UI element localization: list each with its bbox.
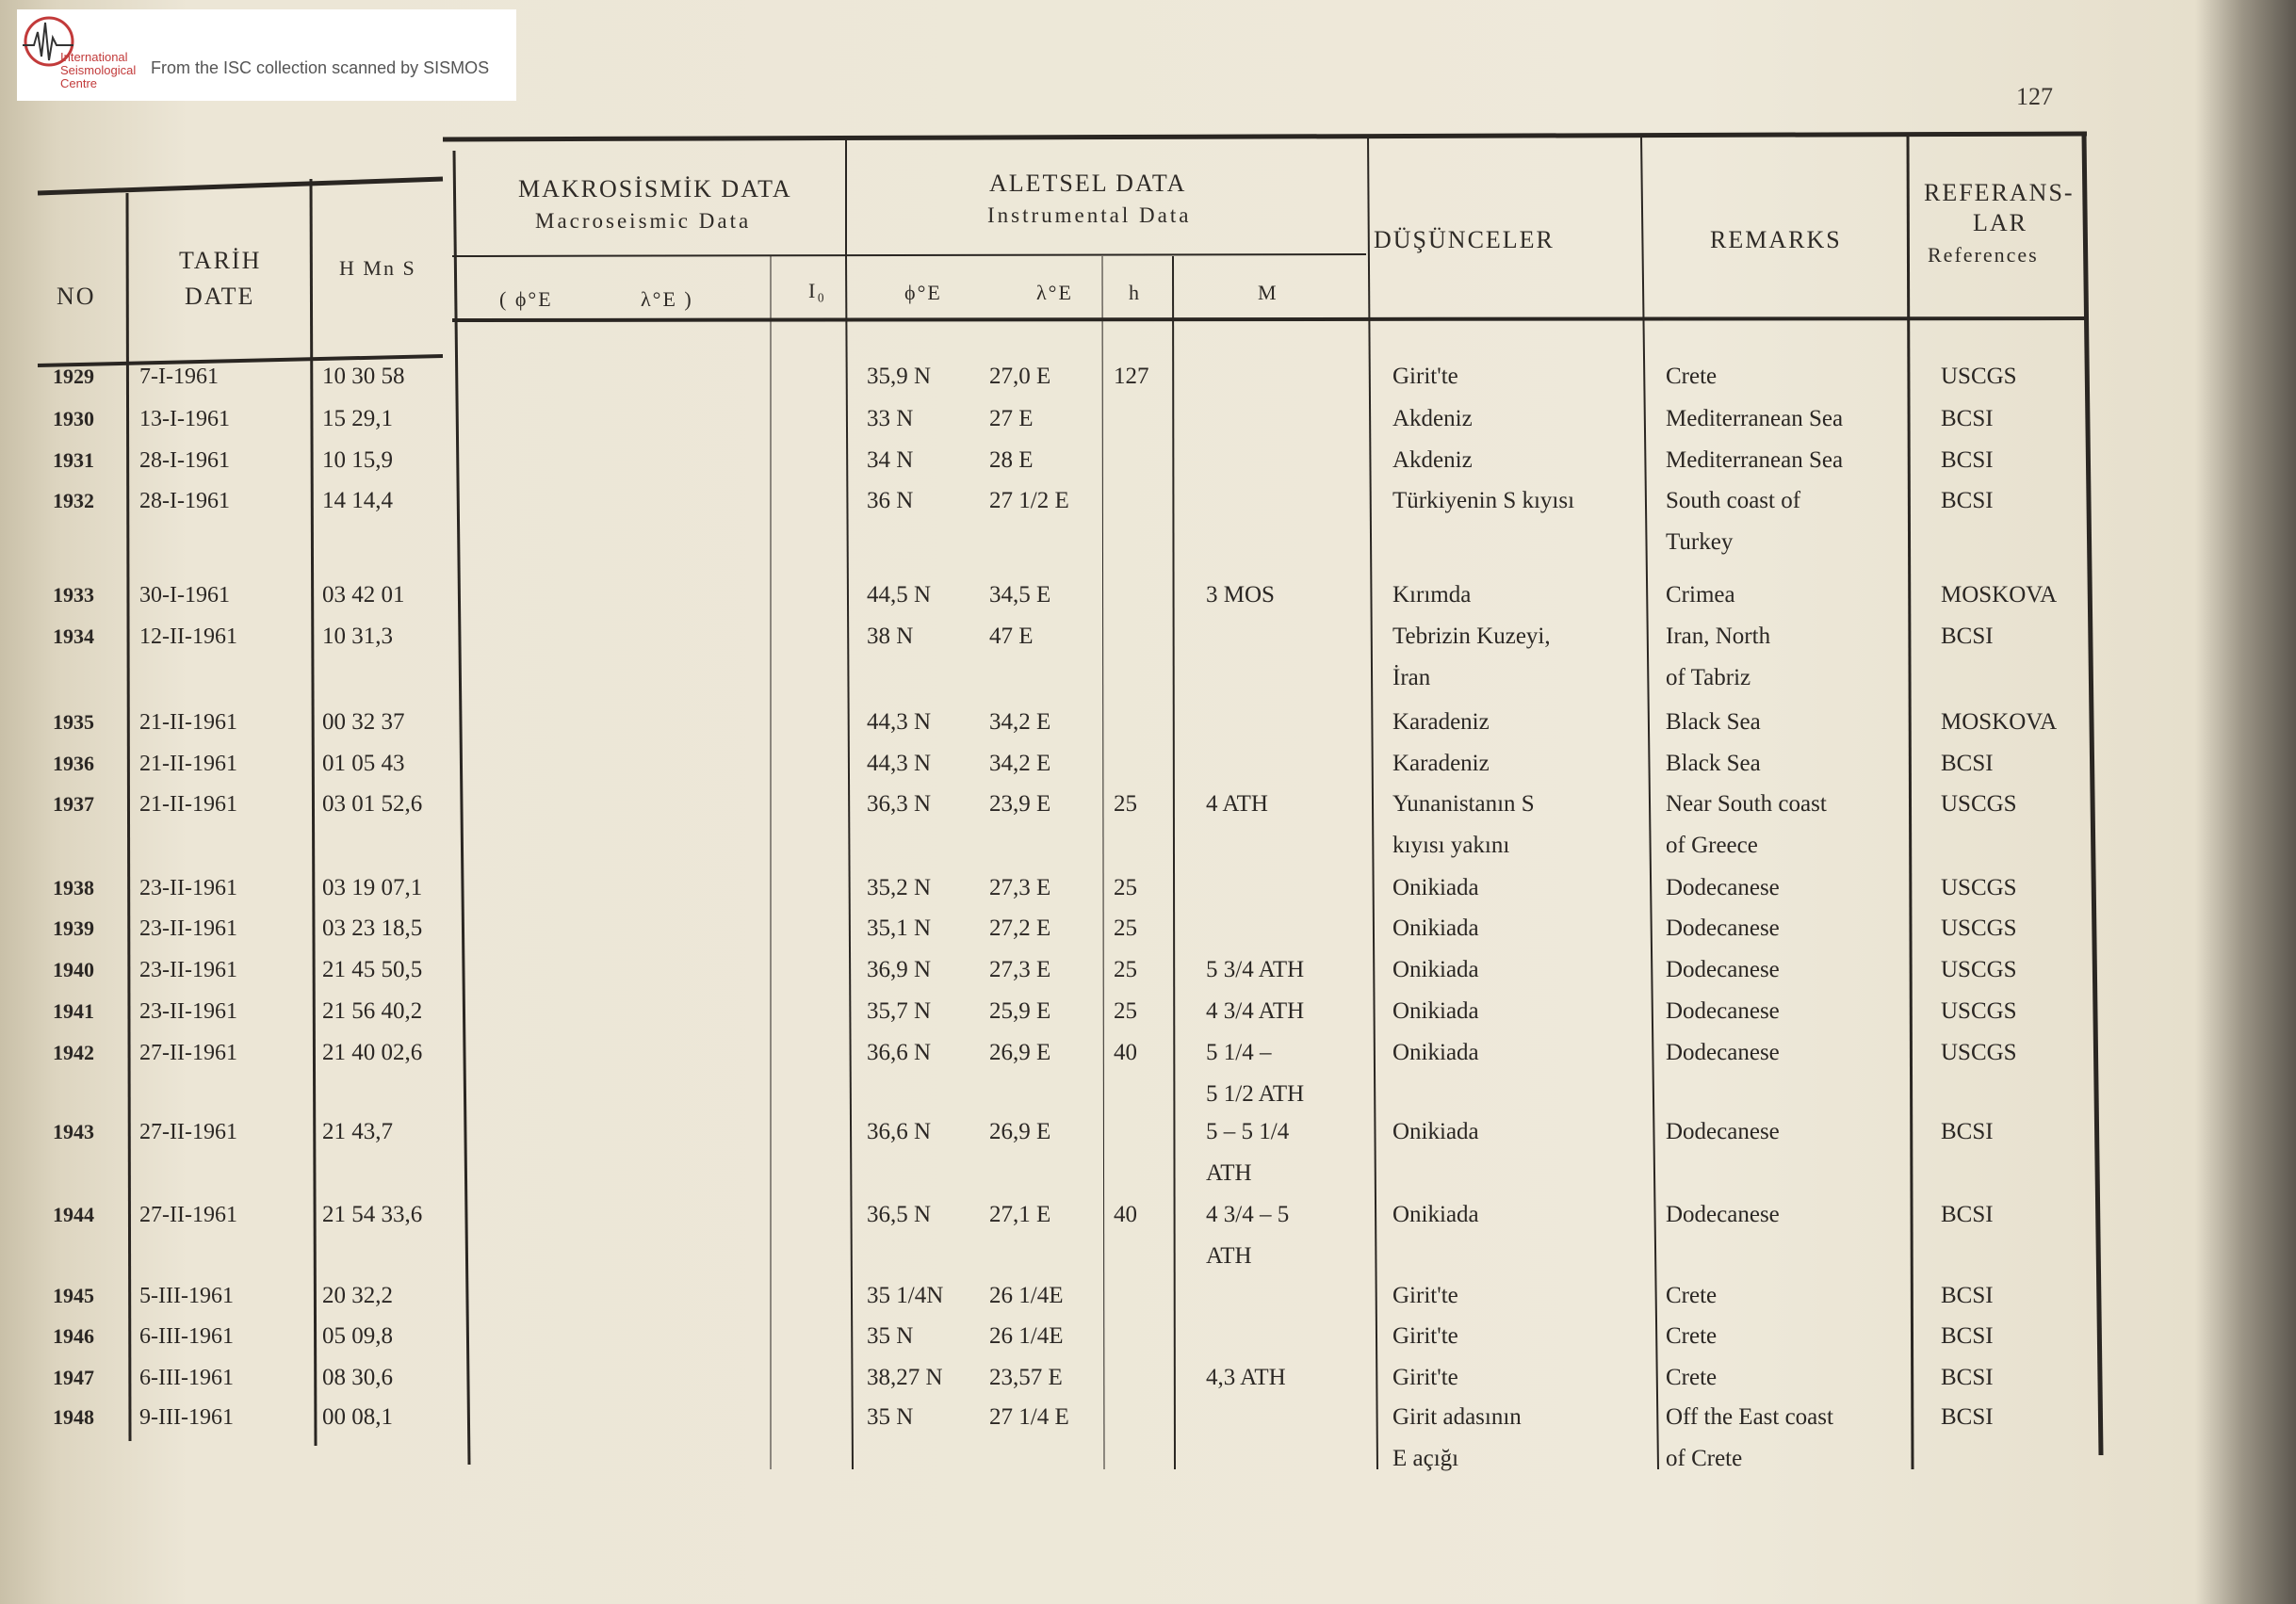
- cell-no: 1936: [53, 752, 94, 775]
- cell-date: 28-I-1961: [139, 489, 230, 513]
- cell-lat: 38 N: [867, 624, 914, 649]
- cell-date: 27-II-1961: [139, 1041, 237, 1065]
- cell-no: 1930: [53, 407, 94, 430]
- cell-lon: 27 1/4 E: [989, 1404, 1069, 1430]
- cell-date: 23-II-1961: [139, 916, 237, 941]
- cell-no: 1931: [53, 448, 94, 472]
- cell-no: 1940: [53, 958, 94, 981]
- cell-lat: 35 1/4N: [867, 1283, 944, 1308]
- cell-date: 21-II-1961: [139, 710, 237, 735]
- header-date: DATE: [185, 283, 255, 310]
- cell-lon: 34,2 E: [989, 709, 1051, 735]
- col-date: [311, 179, 316, 1446]
- cell-lon: 25,9 E: [989, 998, 1051, 1024]
- cell-h: 25: [1114, 875, 1137, 900]
- cell-no: 1946: [53, 1324, 94, 1348]
- cell-dus: Onikiada: [1392, 998, 1479, 1024]
- cell-lon: 23,9 E: [989, 791, 1051, 817]
- header-hms: H Mn S: [339, 256, 416, 280]
- cell-lon: 34,5 E: [989, 582, 1051, 608]
- cell-lon: 27,0 E: [989, 364, 1051, 389]
- header-macro-title: MAKROSİSMİK DATA: [518, 175, 792, 203]
- header-m: M: [1258, 281, 1278, 304]
- cell-m-line-2: ATH: [1206, 1160, 1252, 1186]
- cell-no: 1932: [53, 489, 94, 512]
- cell-lon: 27,1 E: [989, 1202, 1051, 1227]
- cell-lat: 36,3 N: [867, 791, 932, 817]
- cell-rem: Dodecanese: [1666, 1119, 1780, 1144]
- cell-h: 40: [1114, 1202, 1137, 1227]
- cell-time: 15 29,1: [322, 406, 393, 431]
- col-no: [127, 193, 130, 1441]
- cell-date: 30-I-1961: [139, 583, 230, 608]
- cell-m: 5 – 5 1/4: [1206, 1119, 1290, 1144]
- header-instr-lambda: λ°E: [1036, 281, 1073, 304]
- cell-rem: Near South coast: [1666, 791, 1827, 817]
- cell-dus: Girit'te: [1392, 1283, 1458, 1308]
- cell-rem: Crete: [1666, 364, 1718, 389]
- cell-dus: Onikiada: [1392, 1040, 1479, 1065]
- cell-lon: 34,2 E: [989, 751, 1051, 776]
- cell-no: 1944: [53, 1203, 94, 1226]
- cell-lon: 26 1/4E: [989, 1323, 1064, 1349]
- cell-ref: USCGS: [1941, 364, 2017, 389]
- cell-lat: 44,5 N: [867, 582, 932, 608]
- cell-no: 1948: [53, 1405, 94, 1429]
- cell-lon: 27,3 E: [989, 875, 1051, 900]
- cell-lon: 27,2 E: [989, 915, 1051, 941]
- cell-rem-line-2: of Greece: [1666, 833, 1758, 858]
- cell-ref: BCSI: [1941, 624, 1994, 649]
- cell-rem: Crimea: [1666, 582, 1735, 608]
- cell-dus: Karadeniz: [1392, 709, 1490, 735]
- cell-rem: Dodecanese: [1666, 1040, 1780, 1065]
- cell-ref: BCSI: [1941, 1365, 1994, 1390]
- cell-lat: 35,9 N: [867, 364, 932, 389]
- cell-rem: Crete: [1666, 1365, 1718, 1390]
- cell-date: 23-II-1961: [139, 958, 237, 982]
- cell-date: 6-III-1961: [139, 1324, 234, 1349]
- header-dusunceler: DÜŞÜNCELER: [1374, 226, 1555, 253]
- rule-header-bottom-right: [452, 318, 2087, 320]
- cell-lon: 23,57 E: [989, 1365, 1063, 1390]
- cell-dus: Kırımda: [1392, 582, 1472, 608]
- cell-m: 5 3/4 ATH: [1206, 957, 1305, 982]
- cell-lon: 26 1/4E: [989, 1283, 1064, 1308]
- cell-no: 1939: [53, 916, 94, 940]
- cell-lat: 36 N: [867, 488, 914, 513]
- cell-lon: 28 E: [989, 447, 1034, 473]
- cell-date: 13-I-1961: [139, 407, 230, 431]
- cell-rem-line-2: Turkey: [1666, 529, 1734, 555]
- cell-dus: Onikiada: [1392, 915, 1479, 941]
- cell-ref: BCSI: [1941, 406, 1994, 431]
- cell-dus: Onikiada: [1392, 1202, 1479, 1227]
- cell-dus: Karadeniz: [1392, 751, 1490, 776]
- cell-rem: Dodecanese: [1666, 915, 1780, 941]
- cell-dus: Onikiada: [1392, 875, 1479, 900]
- cell-date: 12-II-1961: [139, 624, 237, 649]
- cell-lat: 44,3 N: [867, 709, 932, 735]
- cell-no: 1942: [53, 1041, 94, 1064]
- cell-lon: 26,9 E: [989, 1040, 1051, 1065]
- cell-ref: USCGS: [1941, 1040, 2017, 1065]
- header-macro-lambda: λ°E ): [641, 287, 693, 311]
- header-instr-sub: Instrumental Data: [987, 203, 1192, 227]
- cell-dus-line-2: kıyısı yakını: [1392, 833, 1510, 858]
- cell-no: 1938: [53, 876, 94, 899]
- cell-lat: 35,7 N: [867, 998, 932, 1024]
- cell-h: 127: [1114, 364, 1149, 389]
- cell-ref: BCSI: [1941, 488, 1994, 513]
- cell-m-line-2: 5 1/2 ATH: [1206, 1081, 1305, 1107]
- cell-time: 10 31,3: [322, 624, 393, 649]
- cell-time: 08 30,6: [322, 1365, 393, 1390]
- cell-ref: BCSI: [1941, 1119, 1994, 1144]
- cell-lat: 35 N: [867, 1323, 914, 1349]
- cell-time: 21 45 50,5: [322, 957, 423, 982]
- cell-rem: Black Sea: [1666, 709, 1761, 735]
- cell-ref: BCSI: [1941, 1283, 1994, 1308]
- col-io-right: [846, 256, 853, 1469]
- cell-no: 1935: [53, 710, 94, 734]
- cell-date: 27-II-1961: [139, 1203, 237, 1227]
- cell-time: 21 40 02,6: [322, 1040, 423, 1065]
- cell-dus: Girit adasının: [1392, 1404, 1522, 1430]
- cell-h: 40: [1114, 1040, 1137, 1065]
- cell-lat: 35 N: [867, 1404, 914, 1430]
- col-right: [2084, 134, 2101, 1455]
- cell-rem-line-2: of Crete: [1666, 1446, 1743, 1471]
- cell-time: 00 32 37: [322, 709, 405, 735]
- cell-ref: MOSKOVA: [1941, 709, 2058, 735]
- cell-rem: Dodecanese: [1666, 1202, 1780, 1227]
- cell-time: 10 30 58: [322, 364, 405, 389]
- cell-no: 1934: [53, 624, 94, 648]
- cell-no: 1933: [53, 583, 94, 607]
- header-h: h: [1129, 281, 1141, 304]
- cell-time: 05 09,8: [322, 1323, 393, 1349]
- cell-ref: MOSKOVA: [1941, 582, 2058, 608]
- rule-subheader: [452, 254, 1366, 256]
- cell-dus: Onikiada: [1392, 1119, 1479, 1144]
- cell-time: 03 19 07,1: [322, 875, 423, 900]
- header-no: NO: [57, 283, 96, 310]
- cell-m: 4 3/4 ATH: [1206, 998, 1305, 1024]
- header-refs-2: LAR: [1973, 209, 2027, 236]
- col-dus: [1368, 135, 1377, 1469]
- cell-rem: South coast of: [1666, 488, 1801, 513]
- cell-time: 20 32,2: [322, 1283, 393, 1308]
- cell-time: 14 14,4: [322, 488, 393, 513]
- cell-time: 21 43,7: [322, 1119, 393, 1144]
- header-io: I₀: [808, 279, 826, 302]
- col-instr-h: [1102, 256, 1104, 1469]
- header-refs-3: References: [1928, 243, 2039, 267]
- cell-date: 7-I-1961: [139, 365, 219, 389]
- banner-caption: From the ISC collection scanned by SISMOS: [151, 58, 490, 77]
- cell-rem: Iran, North: [1666, 624, 1771, 649]
- cell-ref: USCGS: [1941, 791, 2017, 817]
- cell-no: 1945: [53, 1284, 94, 1307]
- cell-date: 9-III-1961: [139, 1405, 234, 1430]
- cell-lon: 27,3 E: [989, 957, 1051, 982]
- cell-m: 5 1/4 –: [1206, 1040, 1272, 1065]
- cell-time: 01 05 43: [322, 751, 405, 776]
- cell-h: 25: [1114, 998, 1137, 1024]
- cell-lat: 36,6 N: [867, 1119, 932, 1144]
- cell-dus: Girit'te: [1392, 1323, 1458, 1349]
- cell-ref: USCGS: [1941, 875, 2017, 900]
- cell-date: 21-II-1961: [139, 792, 237, 817]
- cell-ref: USCGS: [1941, 915, 2017, 941]
- cell-rem: Crete: [1666, 1283, 1718, 1308]
- header-instr-title: ALETSEL DATA: [989, 170, 1187, 197]
- logo-line-1: International: [60, 50, 128, 64]
- cell-dus: Türkiyenin S kıyısı: [1392, 488, 1575, 513]
- cell-rem-line-2: of Tabriz: [1666, 665, 1751, 690]
- header-macro-phi: ( ϕ°E: [499, 287, 553, 311]
- cell-lat: 33 N: [867, 406, 914, 431]
- cell-no: 1943: [53, 1120, 94, 1143]
- cell-ref: BCSI: [1941, 751, 1994, 776]
- cell-lon: 26,9 E: [989, 1119, 1051, 1144]
- cell-time: 21 54 33,6: [322, 1202, 423, 1227]
- cell-time: 21 56 40,2: [322, 998, 423, 1024]
- cell-time: 03 23 18,5: [322, 915, 423, 941]
- header-tarih: TARİH: [179, 247, 262, 274]
- page-number: 127: [2016, 83, 2053, 110]
- cell-rem: Dodecanese: [1666, 998, 1780, 1024]
- cell-time: 10 15,9: [322, 447, 393, 473]
- header-remarks: REMARKS: [1710, 226, 1842, 253]
- cell-lon: 27 E: [989, 406, 1034, 431]
- cell-lat: 36,6 N: [867, 1040, 932, 1065]
- cell-rem: Black Sea: [1666, 751, 1761, 776]
- col-instr-m: [1173, 256, 1175, 1469]
- cell-dus: Yunanistanın S: [1392, 791, 1535, 817]
- cell-h: 25: [1114, 915, 1137, 941]
- cell-ref: BCSI: [1941, 1404, 1994, 1430]
- cell-dus: Girit'te: [1392, 1365, 1458, 1390]
- cell-rem: Dodecanese: [1666, 875, 1780, 900]
- cell-lat: 36,9 N: [867, 957, 932, 982]
- cell-no: 1929: [53, 365, 94, 388]
- cell-lat: 44,3 N: [867, 751, 932, 776]
- cell-m: 4 3/4 – 5: [1206, 1202, 1290, 1227]
- cell-lon: 47 E: [989, 624, 1034, 649]
- cell-h: 25: [1114, 957, 1137, 982]
- cell-ref: BCSI: [1941, 1202, 1994, 1227]
- cell-rem: Crete: [1666, 1323, 1718, 1349]
- cell-dus: Akdeniz: [1392, 406, 1473, 431]
- cell-rem: Mediterranean Sea: [1666, 447, 1844, 473]
- cell-date: 28-I-1961: [139, 448, 230, 473]
- cell-lat: 34 N: [867, 447, 914, 473]
- cell-lat: 38,27 N: [867, 1365, 943, 1390]
- cell-m: 4,3 ATH: [1206, 1365, 1286, 1390]
- cell-no: 1937: [53, 792, 94, 816]
- header-macro-sub: Macroseismic Data: [535, 209, 752, 233]
- cell-lat: 36,5 N: [867, 1202, 932, 1227]
- cell-dus: Akdeniz: [1392, 447, 1473, 473]
- cell-m: 3 MOS: [1206, 582, 1275, 608]
- cell-date: 6-III-1961: [139, 1366, 234, 1390]
- cell-no: 1941: [53, 999, 94, 1023]
- cell-rem: Mediterranean Sea: [1666, 406, 1844, 431]
- cell-rem: Dodecanese: [1666, 957, 1780, 982]
- logo-line-2: Seismological: [60, 63, 137, 77]
- rule-top-right: [443, 134, 2087, 139]
- cell-lat: 35,1 N: [867, 915, 932, 941]
- cell-rem: Off the East coast: [1666, 1404, 1833, 1430]
- cell-dus: Tebrizin Kuzeyi,: [1392, 624, 1551, 649]
- header-refs-1: REFERANS-: [1924, 179, 2075, 206]
- cell-date: 23-II-1961: [139, 999, 237, 1024]
- cell-time: 03 42 01: [322, 582, 405, 608]
- cell-date: 21-II-1961: [139, 752, 237, 776]
- cell-h: 25: [1114, 791, 1137, 817]
- header-instr-phi: ϕ°E: [904, 281, 942, 304]
- cell-ref: BCSI: [1941, 1323, 1994, 1349]
- cell-dus-line-2: E açığı: [1392, 1446, 1459, 1471]
- cell-date: 27-II-1961: [139, 1120, 237, 1144]
- rule-top: [38, 179, 443, 193]
- cell-time: 00 08,1: [322, 1404, 393, 1430]
- logo-line-3: Centre: [60, 76, 98, 90]
- cell-ref: USCGS: [1941, 957, 2017, 982]
- cell-ref: USCGS: [1941, 998, 2017, 1024]
- cell-m: 4 ATH: [1206, 791, 1268, 817]
- cell-time: 03 01 52,6: [322, 791, 423, 817]
- cell-lon: 27 1/2 E: [989, 488, 1069, 513]
- cell-ref: BCSI: [1941, 447, 1994, 473]
- cell-no: 1947: [53, 1366, 94, 1389]
- col-rem: [1641, 135, 1658, 1469]
- cell-dus: Girit'te: [1392, 364, 1458, 389]
- col-time: [454, 151, 469, 1465]
- cell-date: 23-II-1961: [139, 876, 237, 900]
- cell-m-line-2: ATH: [1206, 1243, 1252, 1269]
- cell-lat: 35,2 N: [867, 875, 932, 900]
- cell-dus-line-2: İran: [1392, 665, 1431, 690]
- col-ref: [1908, 134, 1913, 1469]
- cell-date: 5-III-1961: [139, 1284, 234, 1308]
- cell-dus: Onikiada: [1392, 957, 1479, 982]
